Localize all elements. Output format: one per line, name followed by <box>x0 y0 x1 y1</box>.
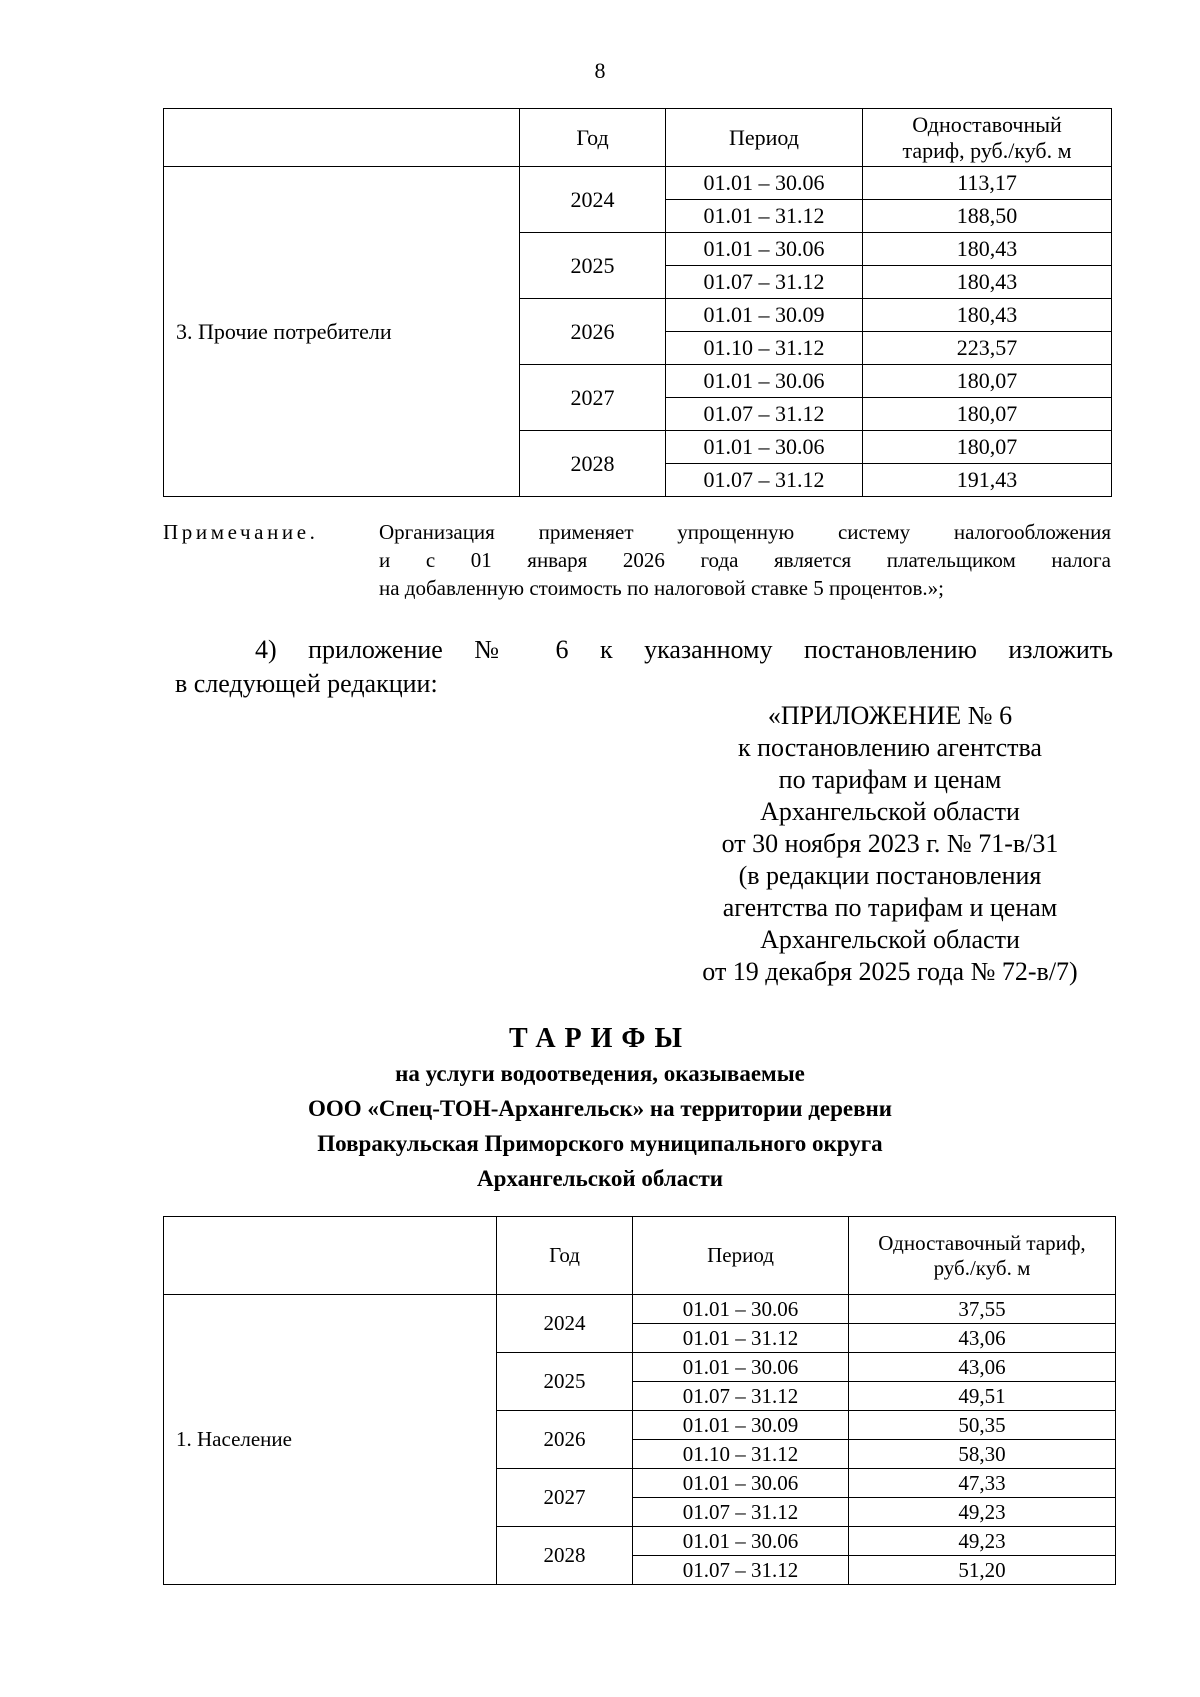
tariff-cell: 50,35 <box>849 1411 1116 1440</box>
tariffs-title: ТАРИФЫ <box>509 1023 691 1054</box>
tariffs-heading <box>0 1022 1200 1196</box>
tariff-cell: 180,43 <box>863 266 1112 299</box>
tariff-cell: 180,07 <box>863 365 1112 398</box>
period-cell: 01.01 – 30.06 <box>666 431 863 464</box>
period-cell: 01.01 – 30.06 <box>633 1295 849 1324</box>
tariff-cell: 37,55 <box>849 1295 1116 1324</box>
period-cell: 01.07 – 31.12 <box>666 266 863 299</box>
instruction-line-2: в следующей редакции: <box>175 669 438 698</box>
tariffs-subtitle-line: Архангельской области <box>476 1166 723 1191</box>
tariff-cell: 113,17 <box>863 167 1112 200</box>
tariff-cell: 43,06 <box>849 1353 1116 1382</box>
header-tariff-line1: Одноставочный тариф, <box>878 1231 1086 1256</box>
appendix-header <box>640 700 1140 988</box>
note-line: на добавленную стоимость по налоговой ставке 5 процентов.»; <box>379 576 944 600</box>
tariff-cell: 223,57 <box>863 332 1112 365</box>
note-label: Примечание. <box>163 520 319 544</box>
appendix-line: по тарифам и ценам <box>778 765 1002 794</box>
period-cell: 01.10 – 31.12 <box>633 1440 849 1469</box>
note-body <box>379 518 1111 602</box>
page-number: 8 <box>594 58 606 83</box>
appendix-line: агентства по тарифам и ценам <box>722 893 1058 922</box>
tariff-cell: 188,50 <box>863 200 1112 233</box>
header-year: Год <box>520 109 666 167</box>
period-cell: 01.07 – 31.12 <box>666 464 863 497</box>
tariff-table-other-consumers <box>163 108 1112 497</box>
year-cell: 2026 <box>520 299 666 365</box>
year-cell: 2024 <box>497 1295 633 1353</box>
tariff-cell: 180,43 <box>863 299 1112 332</box>
header-period: Период <box>633 1217 849 1295</box>
header-tariff-line2: руб./куб. м <box>933 1255 1031 1280</box>
year-cell: 2025 <box>497 1353 633 1411</box>
appendix-line: от 30 ноября 2023 г. № 71-в/31 <box>721 829 1059 858</box>
note-line: Организация применяет упрощенную систему налогообложения <box>379 520 1111 544</box>
tariffs-subtitle-line: на услуги водоотведения, оказываемые <box>395 1061 805 1086</box>
period-cell: 01.01 – 30.09 <box>666 299 863 332</box>
header-tariff-line1: Одноставочный <box>912 112 1062 138</box>
appendix-line: от 19 декабря 2025 года № 72-в/7) <box>702 957 1078 986</box>
period-cell: 01.01 – 30.06 <box>666 365 863 398</box>
header-tariff-line2: тариф, руб./куб. м <box>902 137 1072 163</box>
tariff-cell: 180,07 <box>863 398 1112 431</box>
period-cell: 01.01 – 30.06 <box>666 167 863 200</box>
tariff-cell: 43,06 <box>849 1324 1116 1353</box>
instruction-line-1: 4) приложение № 6 к указанному постановлению изложить <box>255 635 1113 664</box>
tariff-cell: 180,07 <box>863 431 1112 464</box>
consumer-category: 3. Прочие потребители <box>164 167 520 497</box>
header-tariff <box>849 1217 1116 1295</box>
period-cell: 01.01 – 30.06 <box>633 1469 849 1498</box>
table-row <box>164 1295 1116 1324</box>
note-line: и с 01 января 2026 года является плательщиком налога <box>379 548 1111 572</box>
period-cell: 01.01 – 30.06 <box>633 1353 849 1382</box>
year-cell: 2028 <box>520 431 666 497</box>
tariff-table-population <box>163 1216 1116 1585</box>
header-tariff <box>863 109 1112 167</box>
tariff-cell: 49,23 <box>849 1527 1116 1556</box>
period-cell: 01.01 – 31.12 <box>666 200 863 233</box>
year-cell: 2025 <box>520 233 666 299</box>
appendix-line: Архангельской области <box>760 925 1020 954</box>
period-cell: 01.10 – 31.12 <box>666 332 863 365</box>
tariffs-subtitle-line: Повракульская Приморского муниципального округа <box>317 1131 883 1156</box>
year-cell: 2027 <box>497 1469 633 1527</box>
period-cell: 01.07 – 31.12 <box>633 1498 849 1527</box>
tariff-cell: 58,30 <box>849 1440 1116 1469</box>
instruction-paragraph <box>175 633 1113 701</box>
appendix-line: к постановлению агентства <box>738 733 1042 762</box>
header-period: Период <box>666 109 863 167</box>
tariff-cell: 191,43 <box>863 464 1112 497</box>
header-year: Год <box>497 1217 633 1295</box>
year-cell: 2028 <box>497 1527 633 1585</box>
tariffs-subtitle-line: ООО «Спец-ТОН-Архангельск» на территории деревни <box>307 1096 892 1121</box>
period-cell: 01.01 – 30.09 <box>633 1411 849 1440</box>
period-cell: 01.07 – 31.12 <box>633 1382 849 1411</box>
period-cell: 01.01 – 30.06 <box>666 233 863 266</box>
tariff-cell: 49,51 <box>849 1382 1116 1411</box>
period-cell: 01.01 – 30.06 <box>633 1527 849 1556</box>
year-cell: 2024 <box>520 167 666 233</box>
tariff-cell: 47,33 <box>849 1469 1116 1498</box>
appendix-line: «ПРИЛОЖЕНИЕ № 6 <box>767 701 1013 730</box>
tariff-cell: 51,20 <box>849 1556 1116 1585</box>
tariff-cell: 180,43 <box>863 233 1112 266</box>
period-cell: 01.07 – 31.12 <box>666 398 863 431</box>
header-consumer <box>164 109 520 167</box>
consumer-category: 1. Население <box>164 1295 497 1585</box>
period-cell: 01.07 – 31.12 <box>633 1556 849 1585</box>
year-cell: 2027 <box>520 365 666 431</box>
header-consumer <box>164 1217 497 1295</box>
year-cell: 2026 <box>497 1411 633 1469</box>
appendix-line: (в редакции постановления <box>738 861 1042 890</box>
table-row <box>164 167 1112 200</box>
period-cell: 01.01 – 31.12 <box>633 1324 849 1353</box>
tariff-cell: 49,23 <box>849 1498 1116 1527</box>
appendix-line: Архангельской области <box>760 797 1020 826</box>
